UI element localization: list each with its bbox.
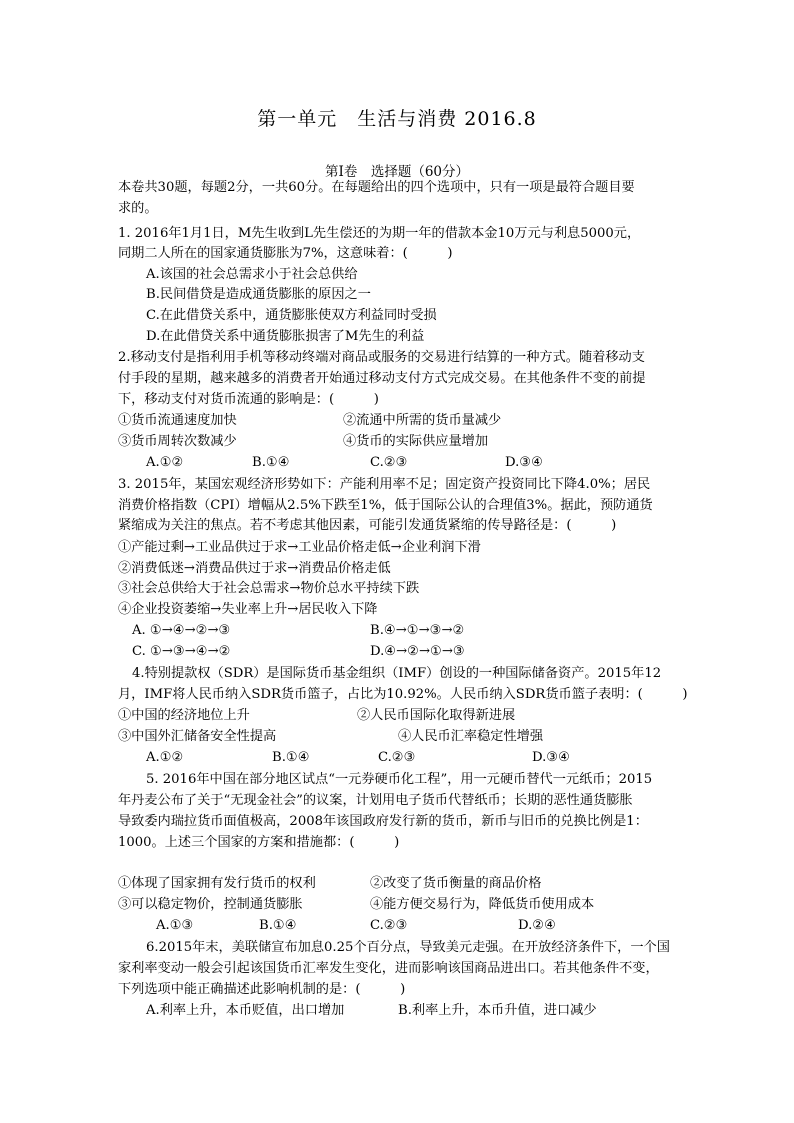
- question-4-item: ④人民币汇率稳定性增强: [398, 729, 544, 744]
- document-title: 第一单元 生活与消费 2016.8: [257, 108, 537, 130]
- question-3-item: ①产能过剩→工业品供过于求→工业品价格走低→企业利润下滑: [118, 540, 481, 555]
- question-3-stem: 3. 2015年，某国宏观经济形势如下：产能利用率不足；固定资产投资同比下降4.0%；居民: [118, 477, 651, 492]
- question-4-item: ②人民币国际化取得新进展: [357, 708, 516, 723]
- question-5-option: D.②④: [518, 918, 556, 933]
- question-3-item: ③社会总供给大于社会总需求→物价总水平持续下跌: [118, 581, 420, 596]
- question-2-option: A.①②: [146, 455, 184, 470]
- question-1-option: B.民间借贷是造成通货膨胀的原因之一: [146, 287, 371, 302]
- question-5-stem: 5. 2016年中国在部分地区试点“一元券硬币化工程”，用一元硬币替代一元纸币；2015: [146, 772, 653, 787]
- question-5-option: C.②③: [370, 918, 408, 933]
- question-2-item: ④货币的实际供应量增加: [343, 434, 489, 449]
- question-5-item: ①体现了国家拥有发行货币的权利: [118, 876, 316, 891]
- question-3-option: D.④→②→①→③: [370, 644, 465, 659]
- question-5-item: ③可以稳定物价，控制通货膨胀: [118, 897, 303, 912]
- question-2-item: ②流通中所需的货币量减少: [343, 413, 502, 428]
- question-3-item: ④企业投资萎缩→失业率上升→居民收入下降: [118, 602, 378, 617]
- question-5-option: A.①③: [156, 918, 194, 933]
- intro-line: 本卷共30题，每题2分，一共60分。在每题给出的四个选项中，只有一项是最符合题目要: [118, 180, 635, 195]
- question-3-stem: 紧缩成为关注的焦点。若不考虑其他因素，可能引发通货紧缩的传导路径是：( ): [118, 518, 617, 533]
- question-5-stem: 导致委内瑞拉货币面值极高，2008年该国政府发行新的货币，新币与旧币的兑换比例是1：: [118, 814, 648, 829]
- question-2-option: B.①④: [252, 455, 290, 470]
- question-4-item: ③中国外汇储备安全性提高: [118, 729, 277, 744]
- question-1-option: D.在此借贷关系中通货膨胀损害了M先生的利益: [146, 329, 425, 344]
- question-6-stem: 下列选项中能正确描述此影响机制的是：( ): [118, 982, 406, 997]
- question-5-item: ②改变了货币衡量的商品价格: [370, 876, 542, 891]
- question-3-option: A. ①→④→②→③: [132, 623, 231, 638]
- question-3-option: B.④→①→③→②: [370, 623, 465, 638]
- question-2-stem: 下，移动支付对货币流通的影响是：( ): [118, 392, 379, 407]
- question-4-option: B.①④: [272, 750, 310, 765]
- question-3-item: ②消费低迷→消费品供过于求→消费品价格走低: [118, 561, 391, 576]
- question-3-option: C. ①→③→④→②: [132, 644, 231, 659]
- question-1-option: C.在此借贷关系中，通货膨胀使双方利益同时受损: [146, 308, 437, 323]
- question-6-stem: 6.2015年末，美联储宣布加息0.25个百分点，导致美元走强。在开放经济条件下，一个国: [146, 940, 670, 955]
- question-2-stem: 2.移动支付是指利用手机等移动终端对商品或服务的交易进行结算的一种方式。随着移动支: [118, 350, 645, 365]
- intro-line: 求的。: [118, 201, 158, 216]
- question-5-stem: 年丹麦公布了关于“无现金社会”的议案，计划用电子货币代替纸币；长期的恶性通货膨胀: [118, 793, 633, 808]
- question-2-option: C.②③: [370, 455, 408, 470]
- question-6-option: B.利率上升，本币升值，进口减少: [398, 1003, 597, 1018]
- question-4-option: C.②③: [378, 750, 416, 765]
- question-5-item: ④能方便交易行为，降低货币使用成本: [370, 897, 595, 912]
- question-1-stem: 1. 2016年1月1日，M先生收到L先生偿还的为期一年的借款本金10万元与利息5000元，: [118, 226, 641, 241]
- question-5-option: B.①④: [259, 918, 297, 933]
- question-4-option: D.③④: [532, 750, 570, 765]
- question-2-stem: 付手段的星期，越来越多的消费者开始通过移动支付方式完成交易。在其他条件不变的前提: [118, 371, 646, 386]
- question-5-stem: 1000。上述三个国家的方案和措施都：( ): [118, 835, 400, 850]
- question-3-stem: 消费价格指数（CPI）增幅从2.5%下跌至1%，低于国际公认的合理值3%。据此，预防通货: [118, 498, 653, 513]
- question-4-option: A.①②: [146, 750, 184, 765]
- question-2-item: ①货币流通速度加快: [118, 413, 237, 428]
- question-2-item: ③货币周转次数减少: [118, 434, 237, 449]
- question-4-stem: 月，IMF将人民币纳入SDR货币篮子，占比为10.92%。人民币纳入SDR货币篮子表明：( ): [118, 687, 688, 702]
- question-1-option: A.该国的社会总需求小于社会总供给: [146, 267, 358, 282]
- question-2-option: D.③④: [505, 455, 543, 470]
- question-1-stem: 同期二人所在的国家通货膨胀为7%，这意味着：( ): [118, 246, 453, 261]
- section-heading: 第Ⅰ卷 选择题（60分）: [324, 164, 469, 180]
- question-4-item: ①中国的经济地位上升: [118, 708, 250, 723]
- question-4-stem: 4.特别提款权（SDR）是国际货币基金组织（IMF）创设的一种国际储备资产。2015年12: [132, 666, 662, 681]
- question-6-stem: 家利率变动一般会引起该国货币汇率发生变化，进而影响该国商品进出口。若其他条件不变，: [118, 961, 659, 976]
- question-6-option: A.利率上升，本币贬值，出口增加: [146, 1003, 345, 1018]
